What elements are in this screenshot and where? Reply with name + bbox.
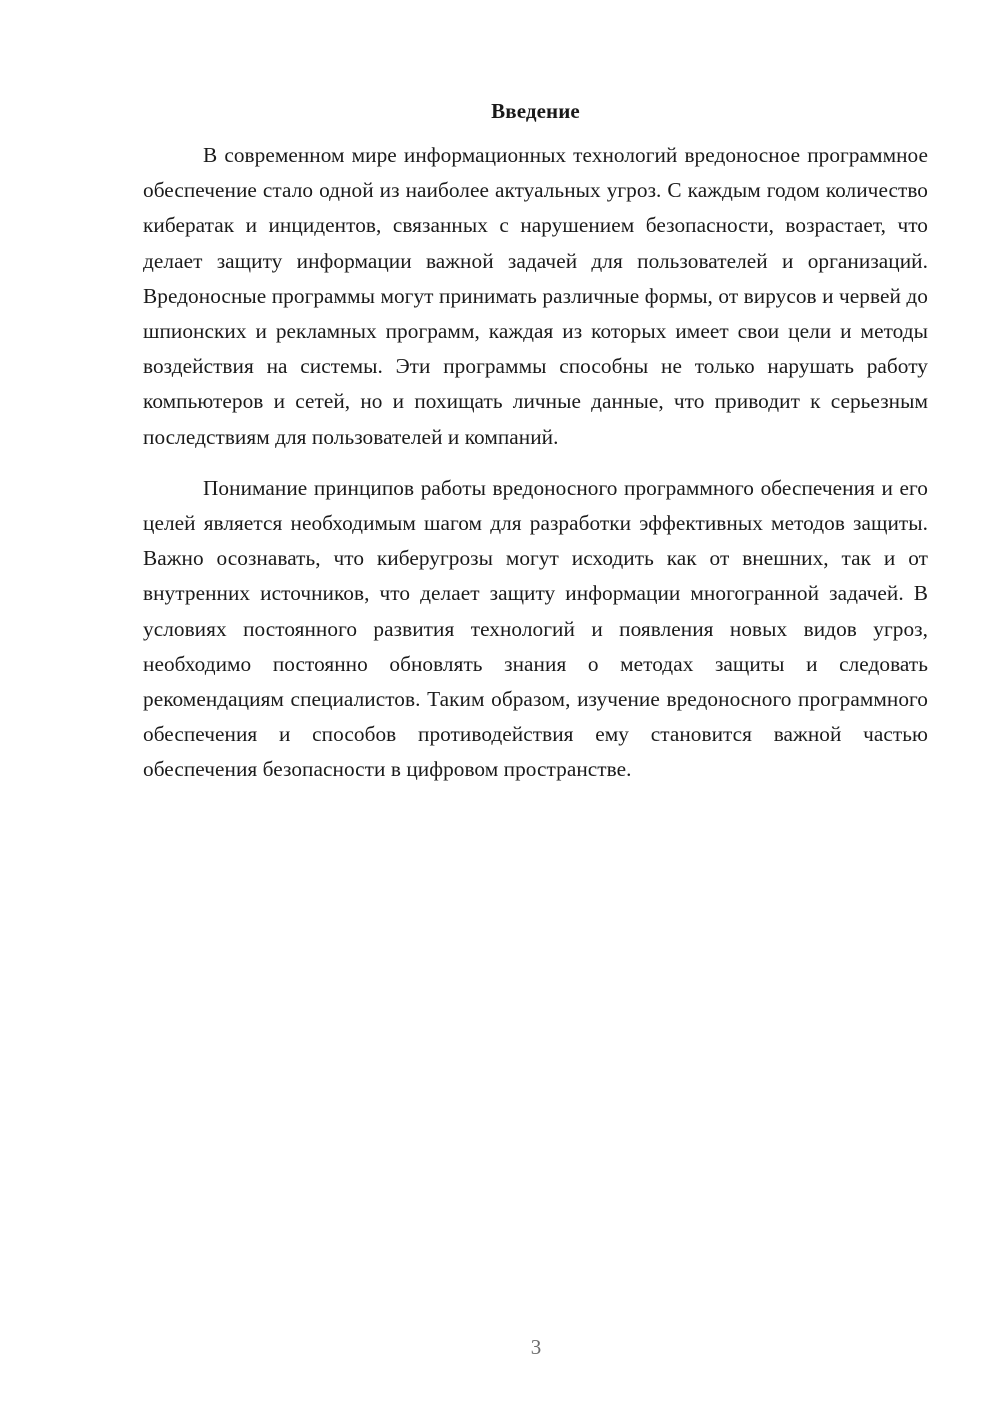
paragraph-intro: В современном мире информационных технологий вредоносное программное обеспечение стало одной из наиболее актуальных угроз. С каждым годом количество кибератак и инцидентов, связанных с нарушением безопасности, возрастает, что делает защиту информации важной задачей для пользователей и организаций. Вредоносные программы могут принимать различные формы, от вирусов и червей до шпионских и рекламных программ, каждая из которых имеет свои цели и методы воздействия на системы. Эти программы способны не только нарушать работу компьютеров и сетей, но и похищать личные данные, что приводит к серьезным последствиям для пользователей и компаний.: [143, 143, 928, 449]
page-content: [143, 96, 928, 804]
paragraph-understanding: Понимание принципов работы вредоносного программного обеспечения и его целей является необходимым шагом для разработки эффективных методов защиты. Важно осознавать, что киберугрозы могут исходить как от внешних, так и от внутренних источников, что делает защиту информации многогранной задачей. В условиях постоянного развития технологий и появления новых видов угроз, необходимо постоянно обновлять знания о методах защиты и следовать рекомендациям специалистов. Таким образом, изучение вредоносного программного обеспечения и способов противодействия ему становится важной частью обеспечения безопасности в цифровом пространстве.: [143, 475, 928, 782]
section-title: Введение: [491, 99, 580, 123]
page-number: 3: [530, 1335, 542, 1359]
